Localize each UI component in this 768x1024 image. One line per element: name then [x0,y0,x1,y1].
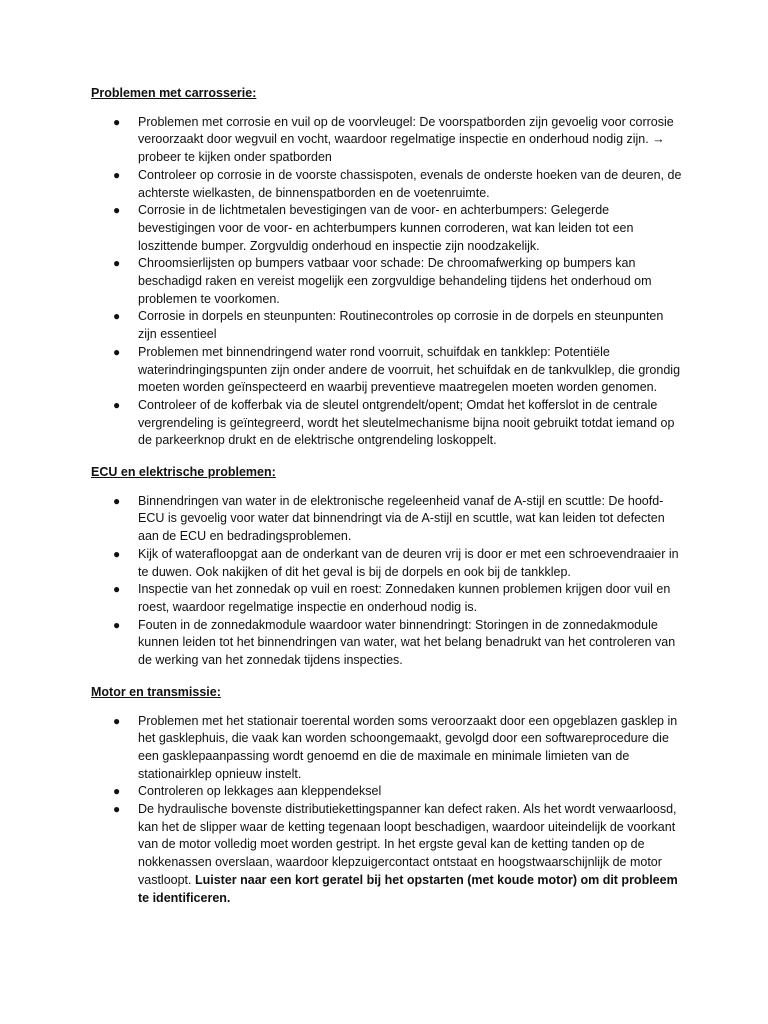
list-item-text: Corrosie in dorpels en steunpunten: Routinecontroles op corrosie in de dorpels en steunpunten zijn essentieel [138,309,664,342]
list-item [91,114,683,167]
bullet-icon: ● [113,397,121,412]
list-item [91,344,683,397]
list-item [91,493,683,546]
section-heading-ecu: ECU en elektrische problemen: [91,465,276,480]
bullet-list-motor [91,713,691,908]
section-heading-carrosserie: Problemen met carrosserie: [91,86,257,100]
list-item-text: Corrosie in de lichtmetalen bevestigingen van de voor- en achterbumpers: Gelegerde bevestigingen voor de voor- en achterbumpers kunnen corroderen, wat kan leiden tot een loszittende bumper. Zorgvuldig onderhoud en inspectie zijn noodzakelijk. [138,203,634,253]
bullet-icon: ● [113,309,121,324]
list-item-text: Problemen met binnendringend water rond voorruit, schuifdak en tankklep: Potentiële waterindringingspunten zijn onder andere de voorruit, het schuifdak en de tankvulklep, die grondig moeten worden geïnspecteerd en waarbij preventieve maatregelen moeten worden genomen. [138,344,681,395]
bullet-icon: ● [113,802,121,817]
bullet-icon: ● [113,203,121,218]
list-item-text: Problemen met het stationair toerental worden soms veroorzaakt door een opgeblazen gasklep in het gasklephuis, die vaak kan worden schoongemaakt, gevolgd door een softwareprocedure die een gasklepaanpassing wordt genoemd en die de maximale en minimale limieten van de stationairklep opnieuw instelt. [138,713,678,781]
bullet-icon: ● [113,784,121,799]
list-item-text: Chroomsierlijsten op bumpers vatbaar voor schade: De chroomafwerking op bumpers kan beschadigd raken en vereist mogelijk een zorgvuldige behandeling tijdens het onderhoud om problemen te voorkomen. [138,256,652,306]
list-item [91,397,683,450]
list-item-text: Problemen met corrosie en vuil op de voorvleugel: De voorspatborden zijn gevoelig voor corrosie veroorzaakt door wegvuil en vocht, waardoor regelmatige inspectie en onderhoud nodig zijn. → probeer te kijken onder spatborden [138,114,674,165]
bullet-icon: ● [113,582,121,597]
bullet-list-carrosserie [91,114,691,450]
bullet-list-ecu [91,493,691,670]
bullet-icon: ● [113,256,121,271]
list-item-bold-text: Luister naar een kort geratel bij het opstarten (met koude motor) om dit probleem te identificeren. [138,872,678,905]
bullet-icon: ● [113,344,121,359]
list-item-text: Controleer op corrosie in de voorste chassispoten, evenals de onderste hoeken van de deuren, de achterste wielkasten, de binnenspatborden en de voetenruimte. [138,167,682,200]
list-item-text: Controleren op lekkages aan kleppendeksel [138,784,382,799]
bullet-icon: ● [113,546,121,561]
list-item [91,713,683,784]
bullet-icon: ● [113,617,121,632]
bullet-icon: ● [113,167,121,182]
list-item [91,167,683,202]
list-item [91,202,683,255]
list-item-text: Controleer of de kofferbak via de sleutel ontgrendelt/opent; Omdat het kofferslot in de centrale vergrendeling is geïntegreerd, wordt het sleutelmechanisme bijna nooit gebruikt totdat iemand op de parkeerknop drukt en de elektrische ontgrendeling loskoppelt. [138,397,675,448]
list-item [91,581,683,616]
list-item-text: De hydraulische bovenste distributiekettingspanner kan defect raken. Als het wordt verwaarloosd, kan het de slipper waar de ketting tegenaan loopt beschadigen, waardoor uiteindelijk de voorkant van de motor volledig moet worden gestript. In het ergste geval kan de ketting tanden op de nokkenassen overslaan, waardoor klepzuigercontact ontstaat en hoogstwaarschijnlijk de motor vastloopt. [138,802,677,887]
list-item [91,783,683,801]
list-item [91,255,683,308]
list-item [91,546,683,581]
list-item [91,617,683,670]
bullet-icon: ● [113,493,121,508]
list-item-text: Binnendringen van water in de elektronische regeleenheid vanaf de A-stijl en scuttle: De hoofd-ECU is gevoelig voor water dat binnendringt via de A-stijl en scuttle, wat kan leiden tot defecten aan de ECU en bedradingsproblemen. [138,493,665,544]
list-item-text: Fouten in de zonnedakmodule waardoor water binnendringt: Storingen in de zonnedakmodule kunnen leiden tot het binnendringen van water, wat het belang benadrukt van het controleren van de werking van het zonnedak tijdens inspecties. [138,617,676,668]
bullet-icon: ● [113,114,121,129]
list-item-text: Inspectie van het zonnedak op vuil en roest: Zonnedaken kunnen problemen krijgen door vuil en roest, waardoor regelmatige inspectie en onderhoud nodig is. [138,582,671,614]
list-item [91,308,683,343]
bullet-icon: ● [113,713,121,728]
document-body [91,85,691,921]
list-item [91,801,683,907]
section-heading-motor: Motor en transmissie: [91,684,221,699]
list-item-text: Kijk of waterafloopgat aan de onderkant van de deuren vrij is door er met een schroevendraaier in te duwen. Ook nakijken of dit het geval is bij de dorpels en ook bij de tankklep. [138,546,679,579]
